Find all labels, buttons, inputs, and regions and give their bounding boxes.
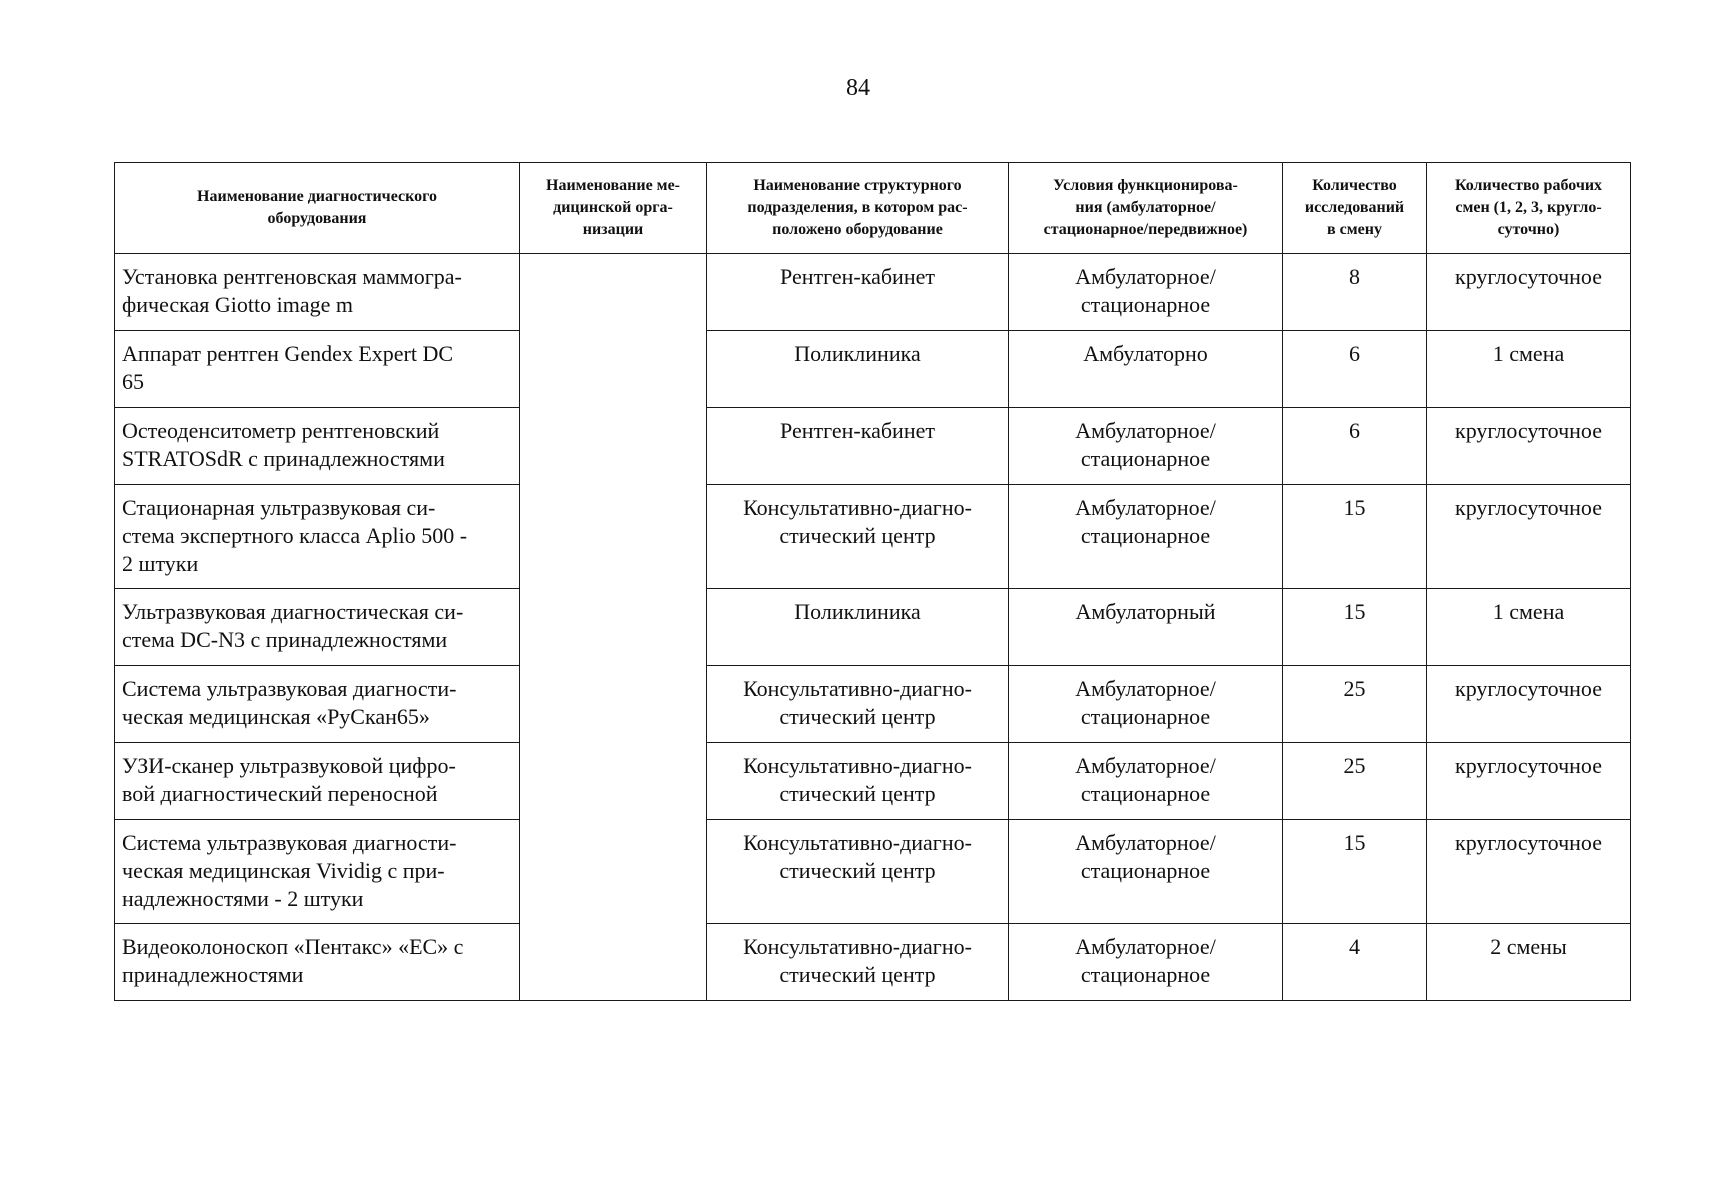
conditions-cell: Амбулаторное/ стационарное (1009, 254, 1283, 331)
equipment-name-cell: Стационарная ультразвуковая си- стема экспертного класса Aplio 500 - 2 штуки (115, 485, 520, 589)
studies-count-cell: 6 (1283, 331, 1427, 408)
table-row (115, 820, 1631, 924)
organization-cell (520, 254, 707, 1001)
department-cell: Консультативно-диагно- стический центр (707, 924, 1009, 1001)
table-row (115, 408, 1631, 485)
conditions-cell: Амбулаторное/ стационарное (1009, 485, 1283, 589)
conditions-cell: Амбулаторное/ стационарное (1009, 820, 1283, 924)
studies-count-cell: 8 (1283, 254, 1427, 331)
department-cell: Консультативно-диагно- стический центр (707, 485, 1009, 589)
equipment-name-cell: Ультразвуковая диагностическая си- стема DC-N3 с принадлежностями (115, 589, 520, 666)
shifts-cell: 2 смены (1427, 924, 1631, 1001)
studies-count-cell: 25 (1283, 743, 1427, 820)
header-shifts: Количество рабочих смен (1, 2, 3, кругло- суточно) (1427, 163, 1631, 254)
studies-count-cell: 15 (1283, 485, 1427, 589)
shifts-cell: круглосуточное (1427, 820, 1631, 924)
header-organization: Наименование ме- дицинской орга- низации (520, 163, 707, 254)
shifts-cell: круглосуточное (1427, 743, 1631, 820)
shifts-cell: круглосуточное (1427, 485, 1631, 589)
header-conditions: Условия функционирова- ния (амбулаторное/ стационарное/передвижное) (1009, 163, 1283, 254)
equipment-table (114, 162, 1631, 1001)
department-cell: Поликлиника (707, 331, 1009, 408)
table-row (115, 485, 1631, 589)
department-cell: Рентген-кабинет (707, 408, 1009, 485)
equipment-name-cell: Видеоколоноскоп «Пентакс» «ЕС» с принадлежностями (115, 924, 520, 1001)
department-cell: Рентген-кабинет (707, 254, 1009, 331)
table-row (115, 331, 1631, 408)
table-row (115, 666, 1631, 743)
header-department: Наименование структурного подразделения, в котором рас- положено оборудование (707, 163, 1009, 254)
table-row (115, 589, 1631, 666)
equipment-name-cell: Аппарат рентген Gendex Expert DC 65 (115, 331, 520, 408)
studies-count-cell: 15 (1283, 820, 1427, 924)
equipment-name-cell: Система ультразвуковая диагности- ческая медицинская Vividig с при- надлежностями - 2 штуки (115, 820, 520, 924)
conditions-cell: Амбулаторное/ стационарное (1009, 408, 1283, 485)
header-studies-count: Количество исследований в смену (1283, 163, 1427, 254)
conditions-cell: Амбулаторное/ стационарное (1009, 924, 1283, 1001)
studies-count-cell: 25 (1283, 666, 1427, 743)
conditions-cell: Амбулаторный (1009, 589, 1283, 666)
equipment-name-cell: Остеоденситометр рентгеновский STRATOSdR с принадлежностями (115, 408, 520, 485)
department-cell: Консультативно-диагно- стический центр (707, 820, 1009, 924)
shifts-cell: круглосуточное (1427, 254, 1631, 331)
studies-count-cell: 4 (1283, 924, 1427, 1001)
equipment-name-cell: УЗИ-сканер ультразвуковой цифро- вой диагностический переносной (115, 743, 520, 820)
studies-count-cell: 15 (1283, 589, 1427, 666)
equipment-name-cell: Установка рентгеновская маммогра- фическая Giotto image m (115, 254, 520, 331)
table-row (115, 743, 1631, 820)
conditions-cell: Амбулаторно (1009, 331, 1283, 408)
shifts-cell: 1 смена (1427, 331, 1631, 408)
studies-count-cell: 6 (1283, 408, 1427, 485)
shifts-cell: 1 смена (1427, 589, 1631, 666)
conditions-cell: Амбулаторное/ стационарное (1009, 743, 1283, 820)
conditions-cell: Амбулаторное/ стационарное (1009, 666, 1283, 743)
department-cell: Консультативно-диагно- стический центр (707, 666, 1009, 743)
department-cell: Консультативно-диагно- стический центр (707, 743, 1009, 820)
department-cell: Поликлиника (707, 589, 1009, 666)
shifts-cell: круглосуточное (1427, 666, 1631, 743)
header-equipment-name: Наименование диагностического оборудования (115, 163, 520, 254)
equipment-name-cell: Система ультразвуковая диагности- ческая медицинская «РуСкан65» (115, 666, 520, 743)
table-row (115, 254, 1631, 331)
page-number: 84 (846, 75, 870, 101)
table-header-row (115, 163, 1631, 254)
shifts-cell: круглосуточное (1427, 408, 1631, 485)
table-row (115, 924, 1631, 1001)
